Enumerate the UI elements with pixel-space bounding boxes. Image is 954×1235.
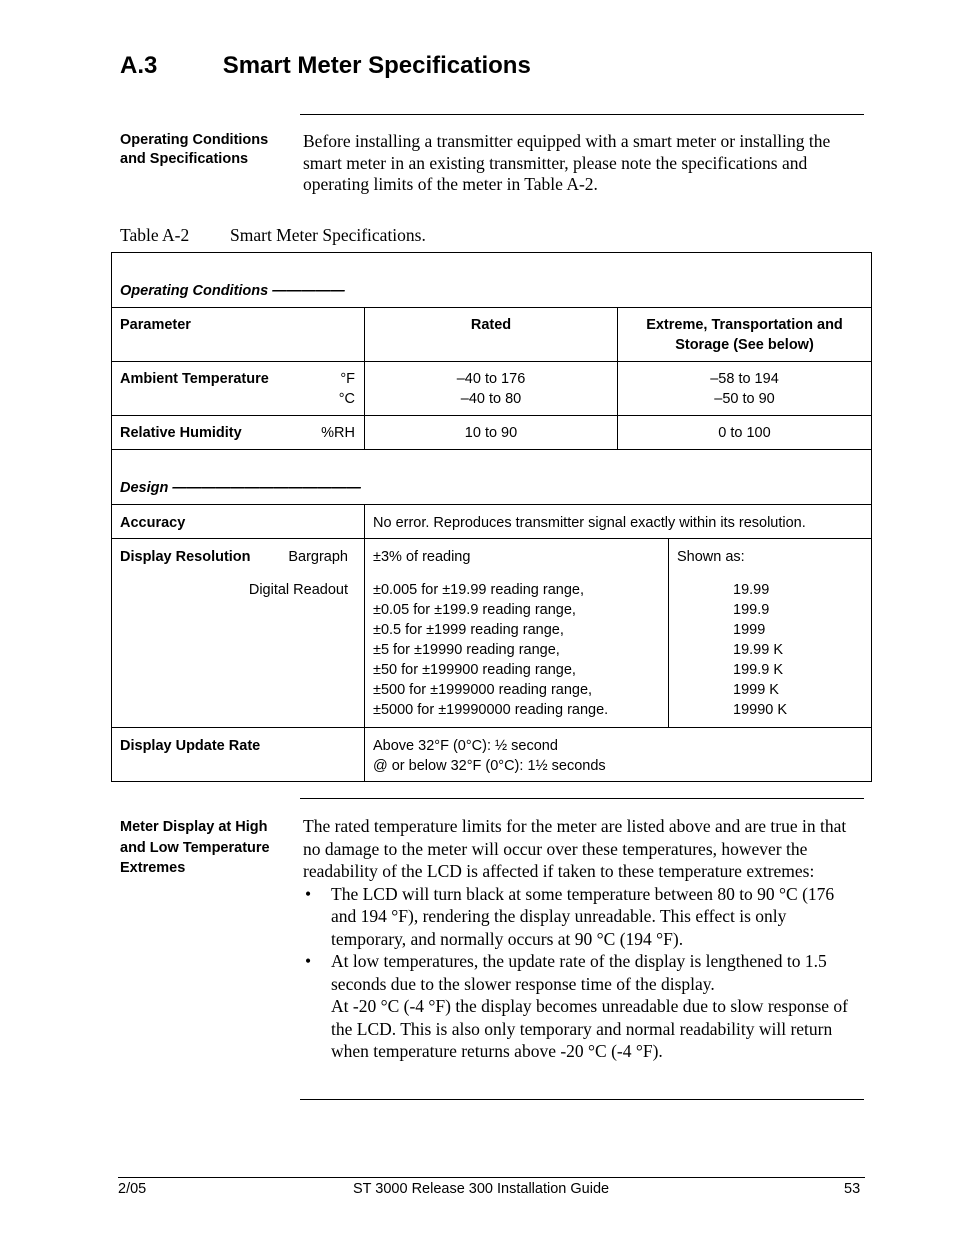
extremes-intro: The rated temperature limits for the meter are listed above and are true in that no damage to the meter will occur over these temperatures, however the readability of the LCD is affected if taken to these temperature extremes: bbox=[303, 816, 847, 881]
humidity-extreme: 0 to 100 bbox=[718, 425, 771, 441]
section-row-operating bbox=[112, 253, 872, 308]
unit-c: °C bbox=[338, 391, 355, 407]
accuracy-label: Accuracy bbox=[120, 515, 186, 531]
divider bbox=[300, 798, 864, 799]
list-item: ±0.005 for ±19.99 reading range, bbox=[373, 582, 585, 598]
side-label-line: Extremes bbox=[120, 860, 186, 876]
footer-title: ST 3000 Release 300 Installation Guide bbox=[353, 1181, 610, 1197]
side-label-line: Meter Display at High bbox=[120, 819, 268, 835]
list-item: 199.9 bbox=[733, 602, 770, 618]
list-item bbox=[303, 950, 855, 1063]
update-rate-above: Above 32°F (0°C): ½ second bbox=[373, 738, 558, 754]
digital-readout-label: Digital Readout bbox=[248, 582, 348, 598]
cell-resolution-label bbox=[112, 539, 365, 728]
section-title: Smart Meter Specifications bbox=[222, 52, 531, 79]
cell-ambient-extreme bbox=[618, 362, 872, 416]
cell-humidity-label bbox=[112, 416, 365, 450]
ambient-extreme-c: –50 to 90 bbox=[714, 391, 775, 407]
side-label-line: and Specifications bbox=[120, 151, 249, 167]
digital-range-list bbox=[373, 580, 660, 720]
page-number: 53 bbox=[844, 1181, 861, 1197]
temperature-extremes-body bbox=[303, 815, 855, 1063]
header-rated: Rated bbox=[470, 317, 512, 333]
table-caption bbox=[120, 225, 426, 246]
list-item: ±500 for ±1999000 reading range, bbox=[373, 682, 593, 698]
side-label-operating-conditions bbox=[120, 131, 295, 169]
divider bbox=[300, 1099, 864, 1100]
side-label-line: Operating Conditions bbox=[120, 132, 269, 148]
table-caption-title: Smart Meter Specifications. bbox=[230, 225, 426, 245]
bargraph-label: Bargraph bbox=[288, 549, 348, 565]
table-row bbox=[112, 539, 872, 728]
table-row bbox=[112, 362, 872, 416]
table-row bbox=[112, 728, 872, 782]
section-number: A.3 bbox=[120, 52, 158, 79]
section-heading bbox=[120, 52, 531, 80]
ambient-rated-f: –40 to 176 bbox=[456, 371, 526, 387]
list-item: ±0.05 for ±199.9 reading range, bbox=[373, 602, 576, 618]
bullet-text: At low temperatures, the update rate of the display is lengthened to 1.5 seconds due to the slower response time of the display. bbox=[331, 951, 827, 994]
list-item: ±50 for ±199900 reading range, bbox=[373, 662, 576, 678]
bullet-glyph: • bbox=[305, 951, 312, 971]
cell-humidity-extreme bbox=[618, 416, 872, 450]
ambient-temperature-label: Ambient Temperature bbox=[120, 371, 269, 387]
list-item: 1999 K bbox=[733, 682, 779, 698]
divider bbox=[300, 114, 864, 115]
table-row bbox=[112, 253, 872, 308]
intro-paragraph: Before installing a transmitter equipped with a smart meter or installing the smart meter in an existing transmitter, please note the specifications and operating limits of the meter in Table A-2. bbox=[303, 131, 831, 194]
list-item: 199.9 K bbox=[733, 662, 783, 678]
table-row bbox=[112, 505, 872, 539]
humidity-unit: %RH bbox=[321, 425, 355, 441]
table-row bbox=[112, 416, 872, 450]
accuracy-value: No error. Reproduces transmitter signal exactly within its resolution. bbox=[373, 515, 806, 531]
specifications-table bbox=[111, 252, 872, 782]
side-label-line: and Low Temperature bbox=[120, 839, 270, 856]
display-resolution-label: Display Resolution bbox=[120, 549, 251, 565]
side-label-meter-display bbox=[120, 817, 298, 879]
cell-update-value bbox=[365, 728, 872, 782]
bargraph-value: ±3% of reading bbox=[373, 549, 471, 565]
bullet-glyph: • bbox=[305, 883, 312, 904]
table-caption-number: Table A-2 bbox=[120, 225, 190, 245]
list-item: 1999 bbox=[733, 622, 766, 638]
unit-f: °F bbox=[340, 371, 355, 387]
list-item: ±5 for ±19990 reading range, bbox=[373, 642, 560, 658]
header-cell bbox=[112, 308, 365, 362]
header-extreme: Extreme, Transportation and bbox=[646, 317, 843, 333]
cell-resolution-values bbox=[365, 539, 669, 728]
cell-humidity-rated bbox=[365, 416, 618, 450]
cell-update-label bbox=[112, 728, 365, 782]
cell-shown-as bbox=[669, 539, 872, 728]
ambient-extreme-f: –58 to 194 bbox=[710, 371, 779, 387]
header-cell bbox=[365, 308, 618, 362]
list-item: 19990 K bbox=[733, 702, 788, 718]
shown-as-label: Shown as: bbox=[677, 549, 745, 565]
display-update-rate-label: Display Update Rate bbox=[120, 738, 261, 754]
table-row bbox=[112, 450, 872, 505]
update-rate-below: @ or below 32°F (0°C): 1½ seconds bbox=[373, 758, 606, 774]
list-item: 19.99 bbox=[733, 582, 770, 598]
extremes-bullet-list bbox=[303, 883, 855, 1063]
list-item: ±0.5 for ±1999 reading range, bbox=[373, 622, 564, 638]
ambient-rated-c: –40 to 80 bbox=[460, 391, 522, 407]
shown-as-list bbox=[677, 580, 863, 720]
design-title: Design ————————————— bbox=[120, 480, 361, 496]
list-item bbox=[303, 883, 855, 951]
bullet-text: The LCD will turn black at some temperature between 80 to 90 °C (176 and 194 °F), rendering the display unreadable. This effect is only temporary, and normally occurs at 90 °C (194 °F). bbox=[331, 883, 835, 949]
humidity-rated: 10 to 90 bbox=[464, 425, 518, 441]
header-parameter: Parameter bbox=[120, 317, 191, 333]
header-cell bbox=[618, 308, 872, 362]
bullet-text: At -20 °C (-4 °F) the display becomes unreadable due to slow response of the LCD. This is also only temporary and normal readability will return when temperature returns above -20 °C (-4 °F). bbox=[331, 996, 849, 1061]
cell-accuracy-value bbox=[365, 505, 872, 539]
cell-ambient-rated bbox=[365, 362, 618, 416]
table-row bbox=[112, 308, 872, 362]
cell-ambient-label bbox=[112, 362, 365, 416]
cell-accuracy-label bbox=[112, 505, 365, 539]
ambient-units bbox=[339, 369, 355, 409]
footer-rule bbox=[118, 1177, 865, 1178]
header-extreme: Storage (See below) bbox=[675, 337, 814, 353]
footer-date: 2/05 bbox=[118, 1181, 147, 1197]
operating-conditions-title: Operating Conditions ————— bbox=[120, 283, 345, 299]
list-item: 19.99 K bbox=[733, 642, 783, 658]
list-item: ±5000 for ±19990000 reading range. bbox=[373, 702, 609, 718]
section-row-design bbox=[112, 450, 872, 505]
relative-humidity-label: Relative Humidity bbox=[120, 425, 242, 441]
